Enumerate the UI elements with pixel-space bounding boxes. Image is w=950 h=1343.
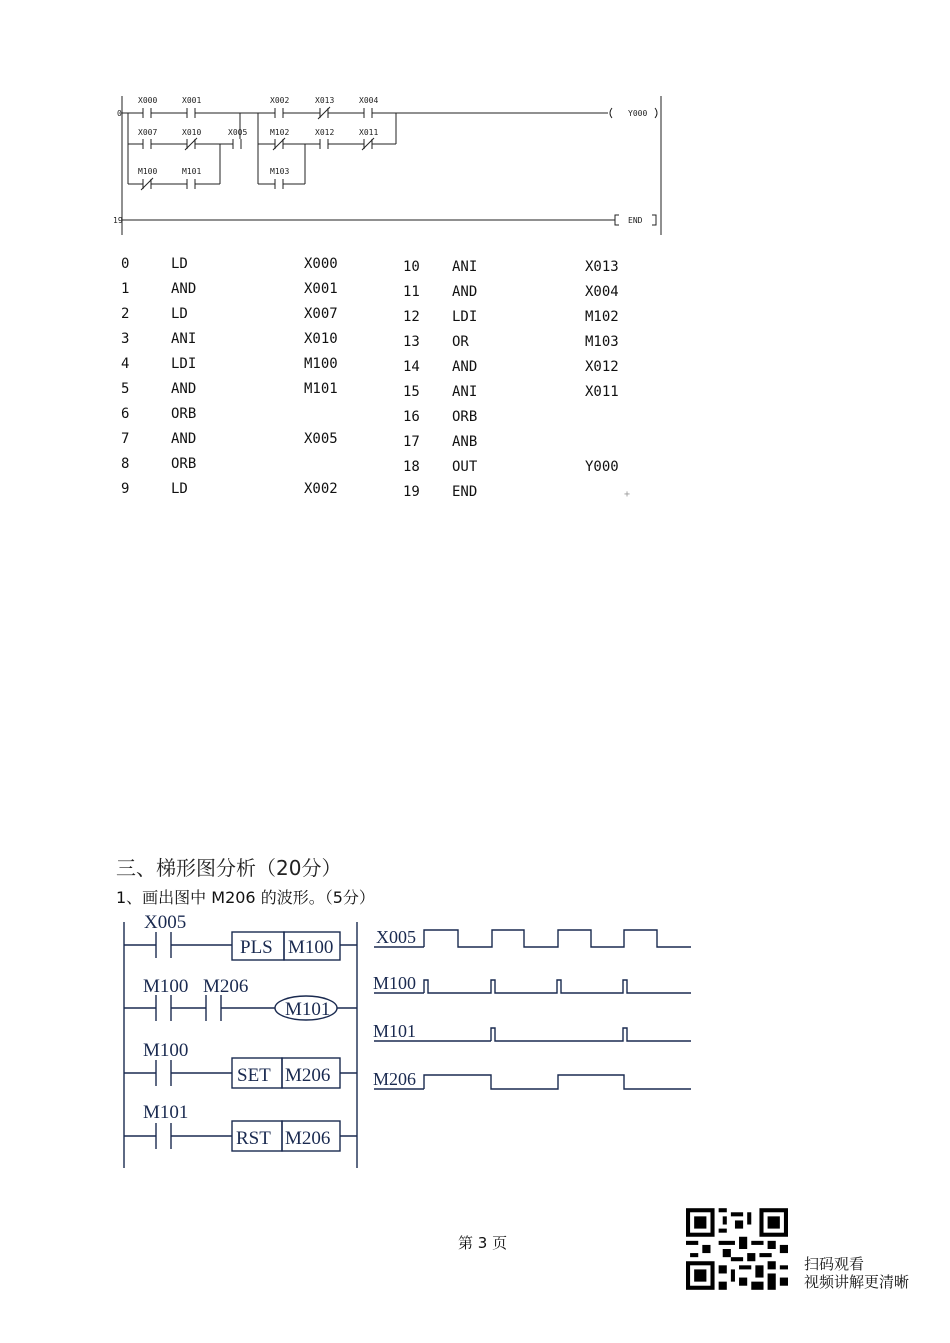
operand-label: M206 (285, 1128, 331, 1149)
waveform-label: X005 (376, 927, 416, 947)
contact-label: M100 (143, 976, 189, 997)
contact-label: M103 (270, 167, 290, 176)
il-op: LD (171, 256, 188, 272)
il-operand: M100 (304, 356, 338, 372)
operand-label: M100 (288, 937, 334, 958)
contact-label: X001 (182, 96, 202, 105)
contact-label: X007 (138, 128, 158, 137)
contact-label: M101 (143, 1102, 189, 1123)
contact-label: M101 (182, 167, 202, 176)
waveform-label: M100 (373, 973, 417, 993)
waveform-label: M101 (373, 1021, 417, 1041)
il-step: 12 (403, 309, 420, 325)
il-op: AND (452, 284, 478, 300)
question-text: 1、画出图中 M206 的波形。（5分） (116, 888, 375, 907)
contact-label: M102 (270, 128, 290, 137)
il-operand: X002 (304, 481, 338, 497)
instruction-list (0, 0, 950, 520)
qr-code-icon[interactable] (686, 1208, 788, 1290)
il-step: 13 (403, 334, 420, 350)
il-op: OUT (452, 459, 478, 475)
waveform-label: M206 (373, 1069, 417, 1089)
rung-number: 0 (117, 109, 122, 118)
il-op: ORB (452, 409, 478, 425)
il-operand: X012 (585, 359, 619, 375)
timing-diagram (0, 900, 950, 1100)
il-op: OR (452, 334, 469, 350)
section-title: 三、梯形图分析（20分） (116, 856, 342, 880)
il-op: LD (171, 481, 188, 497)
page-number: 第 3 页 (458, 1234, 508, 1252)
il-operand: M102 (585, 309, 619, 325)
il-step: 18 (403, 459, 420, 475)
il-op: AND (452, 359, 478, 375)
contact-label: X010 (182, 128, 202, 137)
il-op: ANI (452, 259, 478, 275)
contact-label: X000 (138, 96, 158, 105)
il-step: 11 (403, 284, 420, 300)
il-operand: X013 (585, 259, 619, 275)
stray-mark: + (624, 489, 631, 500)
il-step: 8 (121, 456, 130, 472)
il-operand: X005 (304, 431, 338, 447)
il-operand: M101 (304, 381, 338, 397)
qr-caption-line: 视频讲解更清晰 (804, 1273, 910, 1291)
qr-caption (804, 1255, 909, 1291)
contact-label: M100 (138, 167, 158, 176)
il-step: 7 (121, 431, 130, 447)
il-step: 4 (121, 356, 130, 372)
il-step: 0 (121, 256, 130, 272)
il-step: 6 (121, 406, 130, 422)
il-operand: Y000 (585, 459, 619, 475)
il-operand: X011 (585, 384, 619, 400)
coil-label: END (628, 216, 643, 225)
il-step: 15 (403, 384, 420, 400)
il-operand: X001 (304, 281, 338, 297)
il-step: 19 (403, 484, 420, 500)
il-step: 5 (121, 381, 130, 397)
il-step: 16 (403, 409, 420, 425)
il-step: 10 (403, 259, 420, 275)
contact-label: X012 (315, 128, 335, 137)
il-op: LDI (171, 356, 197, 372)
il-step: 17 (403, 434, 420, 450)
instruction-label: SET (237, 1065, 271, 1086)
il-step: 1 (121, 281, 130, 297)
il-op: END (452, 484, 478, 500)
contact-label: X013 (315, 96, 335, 105)
contact-label: M100 (143, 1040, 189, 1061)
contact-label: X011 (359, 128, 379, 137)
contact-label: X005 (228, 128, 248, 137)
instruction-label: RST (236, 1128, 271, 1149)
il-op: ORB (171, 406, 197, 422)
il-op: AND (171, 381, 197, 397)
contact-label: M206 (203, 976, 249, 997)
coil-label: Y000 (628, 109, 648, 118)
il-step: 2 (121, 306, 130, 322)
il-op: LD (171, 306, 188, 322)
contact-label: X002 (270, 96, 290, 105)
qr-caption-line: 扫码观看 (804, 1255, 865, 1273)
operand-label: M206 (285, 1065, 331, 1086)
il-operand: M103 (585, 334, 619, 350)
contact-label: X005 (144, 912, 187, 933)
il-step: 9 (121, 481, 130, 497)
il-operand: X007 (304, 306, 338, 322)
il-step: 14 (403, 359, 420, 375)
il-op: AND (171, 281, 197, 297)
il-op: ANI (452, 384, 478, 400)
il-step: 3 (121, 331, 130, 347)
il-op: ANI (171, 331, 197, 347)
il-op: ORB (171, 456, 197, 472)
rung-number: 19 (113, 216, 123, 225)
il-op: ANB (452, 434, 478, 450)
il-operand: X010 (304, 331, 338, 347)
contact-label: X004 (359, 96, 379, 105)
il-operand: X004 (585, 284, 619, 300)
il-operand: X000 (304, 256, 338, 272)
il-op: LDI (452, 309, 478, 325)
instruction-label: PLS (240, 937, 273, 958)
coil-label: M101 (285, 999, 331, 1020)
il-op: AND (171, 431, 197, 447)
